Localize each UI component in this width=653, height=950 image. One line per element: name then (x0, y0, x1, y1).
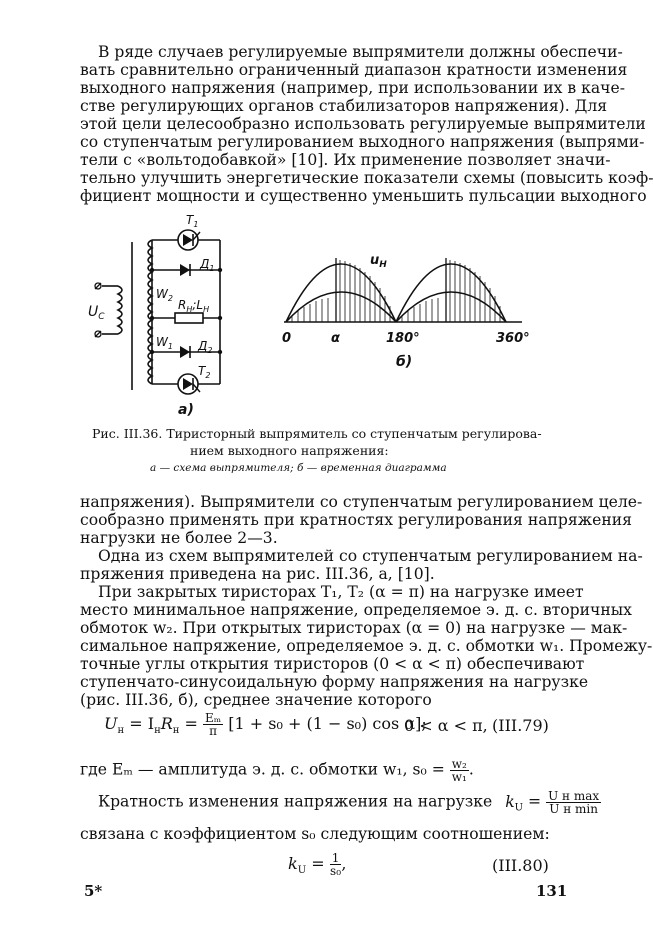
text-line: При закрытых тиристорах T₁, T₂ (α = π) на нагрузке имеет (98, 583, 584, 601)
page-number: 131 (536, 882, 568, 900)
text-line: связана с коэффициентом s₀ следующим соотношением: (80, 825, 550, 843)
formula-iii-80: $k_U$ = $\frac{1}{\text{s₀}}$ , (288, 851, 347, 878)
load-label: $R_Н;L_Н$ (178, 298, 210, 314)
thyristor-t1-icon (178, 230, 200, 250)
diode-d1-icon (180, 264, 190, 276)
text-line: точные углы открытия тиристоров (0 < α < π) обеспечивают (80, 655, 585, 673)
text-line: (рис. III.36, б), среднее значение которого (80, 691, 432, 709)
signature-mark: 5* (84, 882, 103, 900)
text-line: стве регулирующих органов стабилизаторов напряжения). Для (80, 97, 608, 115)
where-definition: где Eₘ — амплитуда э. д. с. обмотки w₁, s₀ = $\frac{\text{w₂}}{\text{w₁}}$ . (80, 757, 474, 784)
text-line: нагрузки не более 2—3. (80, 529, 278, 547)
text-line: тели с «вольтодобавкой» [10]. Их применение позволяет значи- (80, 151, 611, 169)
un-curve-label: $u_Н$ (370, 253, 387, 270)
text-line: вать сравнительно ограниченный диапазон кратности изменения (80, 61, 628, 79)
axis-label-0: 0 (282, 331, 292, 346)
formula-iii-79: $U_н = I_нR_н$ = $\frac{\text{Eₘ}}{\pi}$ [1 + s₀ + (1 − s₀) cos α]; (104, 711, 427, 738)
text-line: выходного напряжения (например, при использовании их в каче- (80, 79, 625, 97)
text-line: этой цели целесообразно использовать регулируемые выпрямители (80, 115, 646, 133)
formula-iii-79-number: (III.79) (492, 716, 549, 735)
text-line: напряжения). Выпрямители со ступенчатым регулированием целе- (80, 493, 643, 511)
axis-label-360: 360° (496, 331, 530, 346)
formula-iii-79-condition: 0 < α < π, (404, 716, 488, 735)
figure-caption-line2: нием выходного напряжения: (190, 443, 389, 458)
d1-label: $Д_1$ (200, 257, 215, 273)
text-line: обмоток w₂. При открытых тиристорах (α = 0) на нагрузке — мак- (80, 619, 628, 637)
timing-diagram (278, 232, 568, 372)
text-line: Одна из схем выпрямителей со ступенчатым регулированием на- (98, 547, 643, 565)
uc-label: $U_С$ (88, 304, 105, 322)
text-line: со ступенчатым регулированием выходного напряжения (выпрями- (80, 133, 645, 151)
text-line: тельно улучшить энергетические показатели схемы (повысить коэф- (80, 169, 653, 187)
text-line: фициент мощности и существенно уменьшить пульсации выходного (80, 187, 647, 205)
diode-d2-icon (180, 346, 190, 358)
panel-b-label: б) (396, 354, 413, 370)
kratnost-line: Кратность изменения напряжения на нагрузке $k_U$ = $\frac{\text{U н max}}{\text{U н min}}$ (98, 789, 600, 816)
text-line: ступенчато-синусоидальную форму напряжения на нагрузке (80, 673, 589, 691)
figure-caption-line1: Рис. III.36. Тиристорный выпрямитель со ступенчатым регулирова- (92, 426, 542, 441)
d2-label: $Д_2$ (198, 339, 213, 355)
figure-caption-legend: а — схема выпрямителя; б — временная диаграмма (150, 462, 447, 474)
text-line: место минимальное напряжение, определяемое э. д. с. вторичных (80, 601, 632, 619)
axis-label-alpha: α (331, 331, 340, 346)
panel-a-label: а) (178, 402, 194, 418)
thyristor-t2-icon (178, 374, 200, 394)
text-line: сообразно применять при кратностях регулирования напряжения (80, 511, 632, 529)
t1-label: $T_1$ (186, 213, 199, 229)
text-line: симальное напряжение, определяемое э. д. с. обмотки w₁. Промежу- (80, 637, 653, 655)
circuit-diagram (80, 210, 240, 420)
t2-label: $T_2$ (198, 364, 211, 380)
axis-label-180: 180° (386, 331, 420, 346)
w1-label: $W_1$ (156, 335, 173, 351)
w2-label: $W_2$ (156, 287, 173, 303)
formula-iii-80-number: (III.80) (492, 856, 549, 875)
text-line: пряжения приведена на рис. III.36, а, [10]. (80, 565, 435, 583)
text-line: В ряде случаев регулируемые выпрямители должны обеспечи- (98, 43, 623, 61)
